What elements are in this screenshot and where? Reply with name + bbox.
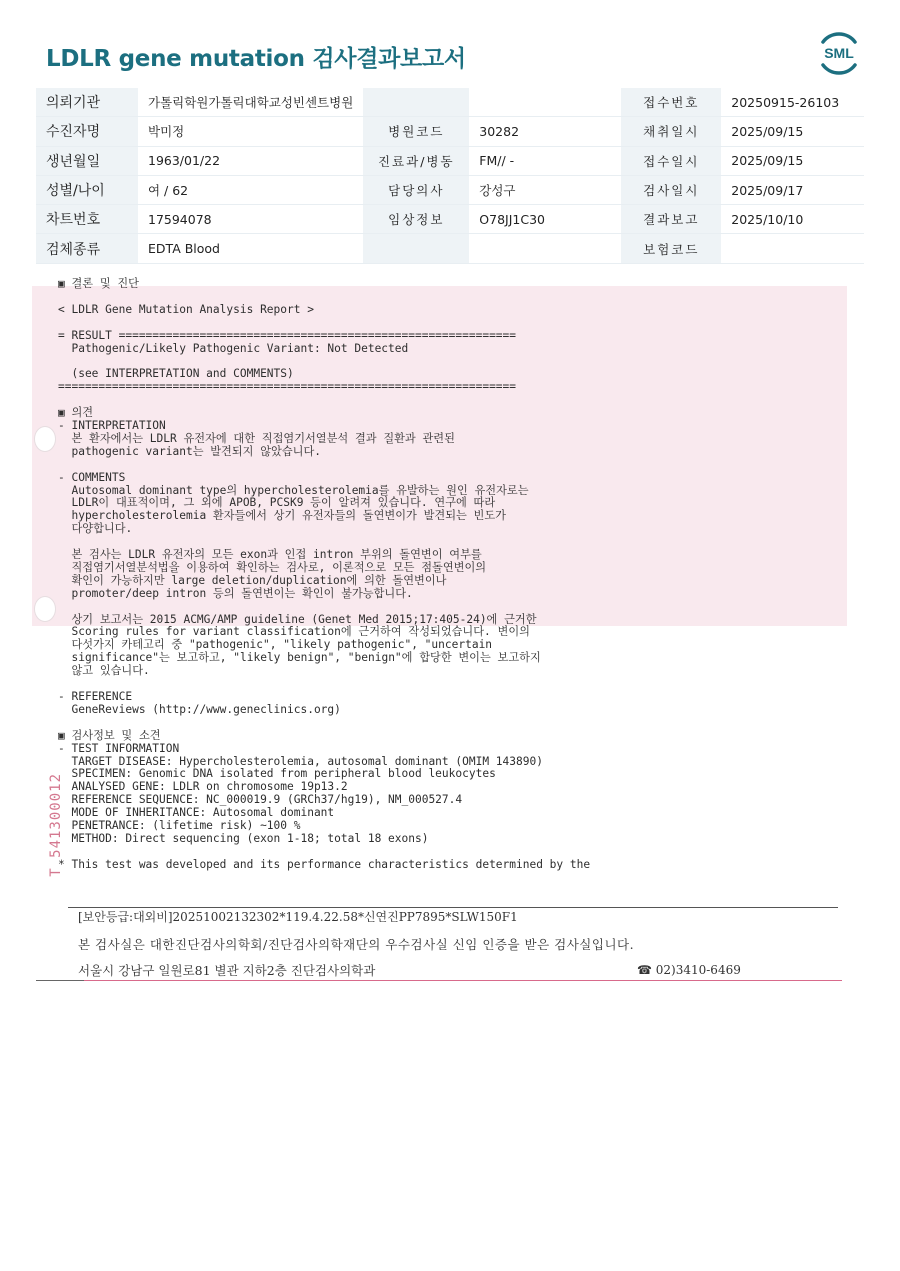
info-value: 2025/09/15 xyxy=(721,117,864,146)
info-value xyxy=(469,234,621,263)
info-value xyxy=(721,234,864,263)
info-label: 검사일시 xyxy=(621,175,721,204)
lab-phone: ☎ 02)3410-6469 xyxy=(637,963,741,977)
info-label: 의뢰기관 xyxy=(36,88,138,117)
info-row xyxy=(36,88,864,117)
info-row xyxy=(36,146,864,175)
info-value: O78JJ1C30 xyxy=(469,205,621,234)
info-label: 보험코드 xyxy=(621,234,721,263)
info-label xyxy=(363,234,469,263)
patient-info-table xyxy=(36,88,864,264)
info-value: FM// - xyxy=(469,146,621,175)
info-value: 2025/10/10 xyxy=(721,205,864,234)
lab-address: 서울시 강남구 일원로81 별관 지하2층 진단검사의학과 xyxy=(78,963,376,978)
pink-underline xyxy=(84,980,842,981)
report-title: LDLR gene mutation 검사결과보고서 xyxy=(46,46,466,72)
certification-text: 본 검사실은 대한진단검사의학회/진단검사의학재단의 우수검사실 신임 인증을 받은 검사실입니다. xyxy=(78,937,635,952)
info-label: 수진자명 xyxy=(36,117,138,146)
punch-hole xyxy=(34,596,56,622)
security-line: [보안등급:대외비]20251002132302*119.4.22.58*신연진PP7895*SLW150F1 xyxy=(78,910,518,924)
info-value: 박미정 xyxy=(138,117,363,146)
info-label: 병원코드 xyxy=(363,117,469,146)
info-label: 접수번호 xyxy=(621,88,721,117)
info-value: 강성구 xyxy=(469,175,621,204)
info-value: 20250915-26103 xyxy=(721,88,864,117)
info-value: EDTA Blood xyxy=(138,234,363,263)
info-value: 17594078 xyxy=(138,205,363,234)
info-row xyxy=(36,205,864,234)
info-label: 담당의사 xyxy=(363,175,469,204)
punch-hole xyxy=(34,426,56,452)
serial-number-stamp: T 541300012 xyxy=(48,773,64,877)
info-label xyxy=(363,88,469,117)
info-row xyxy=(36,234,864,263)
info-label: 차트번호 xyxy=(36,205,138,234)
scanned-report xyxy=(32,268,872,988)
info-value xyxy=(469,88,621,117)
info-value: 1963/01/22 xyxy=(138,146,363,175)
report-text: ▣ 결론 및 진단 < LDLR Gene Mutation Analysis Report > = RESULT =========================================================== Pathogenic/Likely Pathogenic Variant: Not Detected (see INTERPRETATION and COMMENTS) ==================================================================== ▣ 의견 - INTERPRETATION 본 환자에서는 LDLR 유전자에 대한 직접염기서열분석 결과 질환과 관련된 pathogenic variant는 발견되지 않았습니다. - COMMENTS Autosomal dominant type의 hypercholesterolemia를 유발하는 원인 유전자로는 LDLR이 대표적이며, 그 외에 APOB, PCSK9 등이 알려져 있습니다. 연구에 따라 hypercholesterolemia 환자들에서 상기 유전자들의 돌연변이가 발견되는 빈도가 다양합니다. 본 검사는 LDLR 유전자의 모든 exon과 인접 intron 부위의 돌연변이 여부를 직접염기서열분석법을 이용하여 확인하는 검사로, 이론적으로 모든 점돌연변이의 확인이 가능하지만 large deletion/duplication에 의한 돌연변이나 promoter/deep intron 등의 돌연변이는 확인이 불가능합니다. 상기 보고서는 2015 ACMG/AMP guideline (Genet Med 2015;17:405-24)에 근거한 Scoring rules for variant classification에 근거하여 작성되었습니다. 변이의 다섯가지 카테고리 중 "pathogenic", "likely pathogenic", "uncertain significance"는 보고하고, "likely benign", "benign"에 합당한 변이는 보고하지 않고 있습니다. - REFERENCE GeneReviews (http://www.geneclinics.org) ▣ 검사정보 및 소견 - TEST INFORMATION TARGET DISEASE: Hypercholesterolemia, autosomal dominant (OMIM 143890) SPECIMEN: Genomic DNA isolated from peripheral blood leukocytes ANALYSED GENE: LDLR on chromosome 19p13.2 REFERENCE SEQUENCE: NC_000019.9 (GRCh37/hg19), NM_000527.4 MODE OF INHERITANCE: Autosomal dominant PENETRANCE: (lifetime risk) ~100 % METHOD: Direct sequencing (exon 1-18; total 18 exons) * This test was developed and its performance characteristics determined by the xyxy=(58,277,591,871)
info-value: 30282 xyxy=(469,117,621,146)
info-label: 임상정보 xyxy=(363,205,469,234)
info-value: 가톨릭학원가톨릭대학교성빈센트병원 xyxy=(138,88,363,117)
info-label: 채취일시 xyxy=(621,117,721,146)
logo-text: SML xyxy=(824,45,854,61)
info-label: 진료과/병동 xyxy=(363,146,469,175)
info-label: 검체종류 xyxy=(36,234,138,263)
info-value: 여 / 62 xyxy=(138,175,363,204)
info-value: 2025/09/15 xyxy=(721,146,864,175)
info-row xyxy=(36,117,864,146)
info-label: 결과보고 xyxy=(621,205,721,234)
info-label: 성별/나이 xyxy=(36,175,138,204)
info-row xyxy=(36,175,864,204)
sml-logo xyxy=(815,30,863,76)
info-label: 접수일시 xyxy=(621,146,721,175)
info-label: 생년월일 xyxy=(36,146,138,175)
info-value: 2025/09/17 xyxy=(721,175,864,204)
